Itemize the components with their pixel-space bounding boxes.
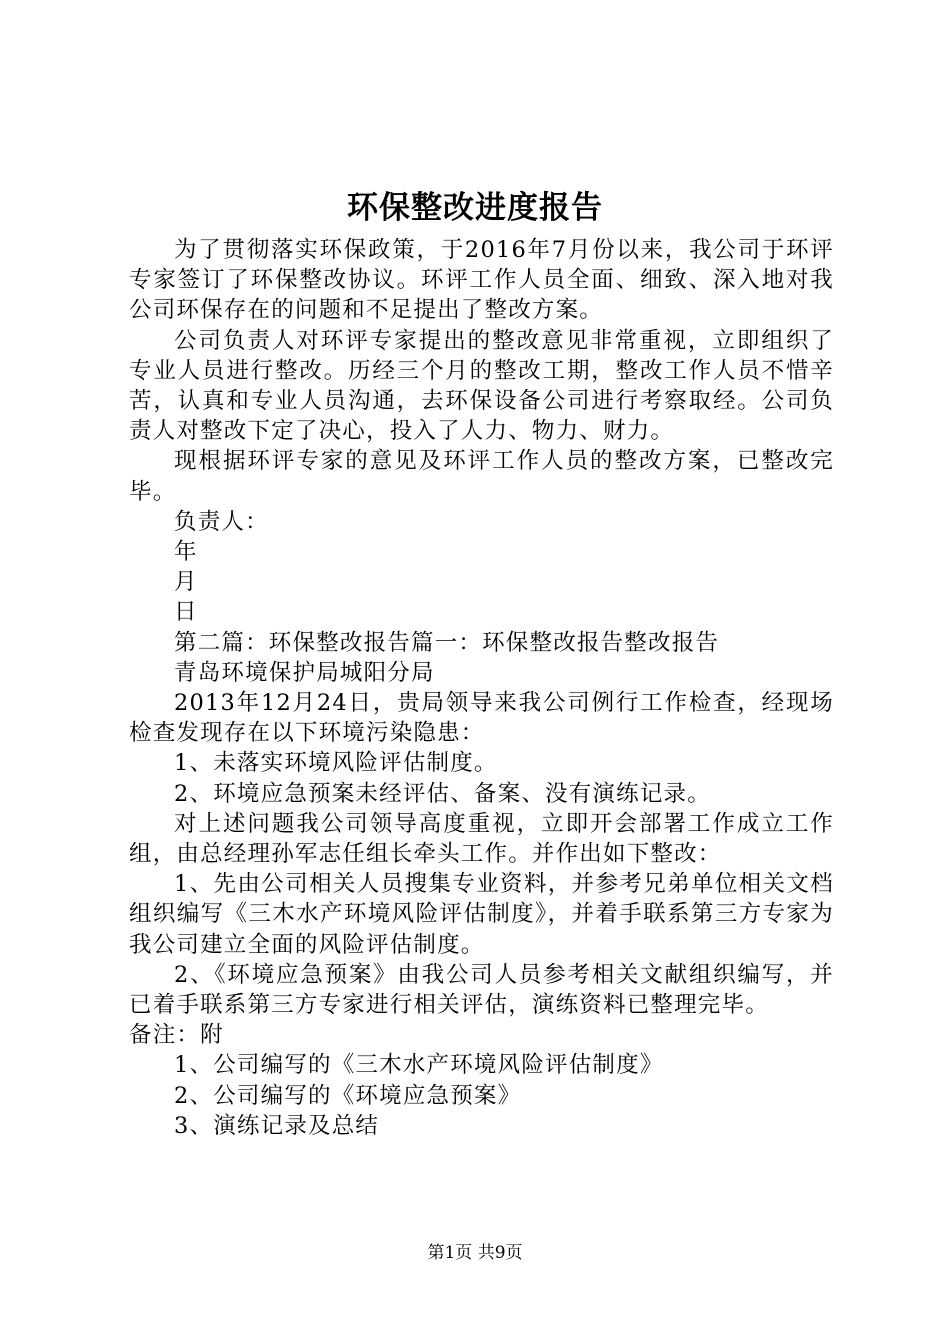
list-item: 2、《环境应急预案》由我公司人员参考相关文献组织编写，并已着手联系第三方专家进行相关评估，演练资料已整理完毕。 bbox=[129, 961, 834, 1019]
list-item: 1、未落实环境风险评估制度。 bbox=[174, 750, 498, 777]
attachment-item: 1、公司编写的《三木水产环境风险评估制度》 bbox=[174, 1052, 664, 1079]
paragraph: 2013年12月24日，贵局领导来我公司例行工作检查，经现场检查发现存在以下环境污染隐患： bbox=[129, 690, 834, 747]
recipient-line: 青岛环境保护局城阳分局 bbox=[174, 659, 435, 686]
paragraph: 现根据环评专家的意见及环评工作人员的整改方案，已整改完毕。 bbox=[129, 448, 834, 505]
date-day-label: 日 bbox=[174, 599, 198, 626]
paragraph: 对上述问题我公司领导高度重视，立即开会部署工作成立工作组，由总经理孙军志任组长牵头工作。并作出如下整改： bbox=[129, 810, 834, 868]
attachment-item: 2、公司编写的《环境应急预案》 bbox=[174, 1082, 522, 1109]
signature-label: 负责人： bbox=[174, 508, 269, 535]
attachment-item: 3、演练记录及总结 bbox=[174, 1112, 380, 1139]
date-year-label: 年 bbox=[174, 539, 198, 566]
paragraph: 为了贯彻落实环保政策，于2016年7月份以来，我公司于环评专家签订了环保整改协议。环评工作人员全面、细致、深入地对我公司环保存在的问题和不足提出了整改方案。 bbox=[129, 237, 834, 324]
document-title: 环保整改进度报告 bbox=[347, 190, 603, 226]
note-label: 备注：附 bbox=[129, 1022, 224, 1049]
paragraph: 公司负责人对环评专家提出的整改意见非常重视，立即组织了专业人员进行整改。历经三个月的整改工期，整改工作人员不惜辛苦，认真和专业人员沟通，去环保设备公司进行考察取经。公司负责人对整改下定了决心，投入了人力、物力、财力。 bbox=[129, 327, 834, 445]
date-month-label: 月 bbox=[174, 569, 198, 596]
list-item: 1、先由公司相关人员搜集专业资料，并参考兄弟单位相关文档组织编写《三木水产环境风险评估制度》，并着手联系第三方专家为我公司建立全面的风险评估制度。 bbox=[129, 871, 834, 958]
list-item: 2、环境应急预案未经评估、备案、没有演练记录。 bbox=[174, 780, 711, 807]
section-heading: 第二篇：环保整改报告篇一：环保整改报告整改报告 bbox=[174, 629, 720, 656]
document-body bbox=[129, 235, 834, 1141]
page-number: 第1页 共9页 bbox=[427, 1243, 523, 1263]
